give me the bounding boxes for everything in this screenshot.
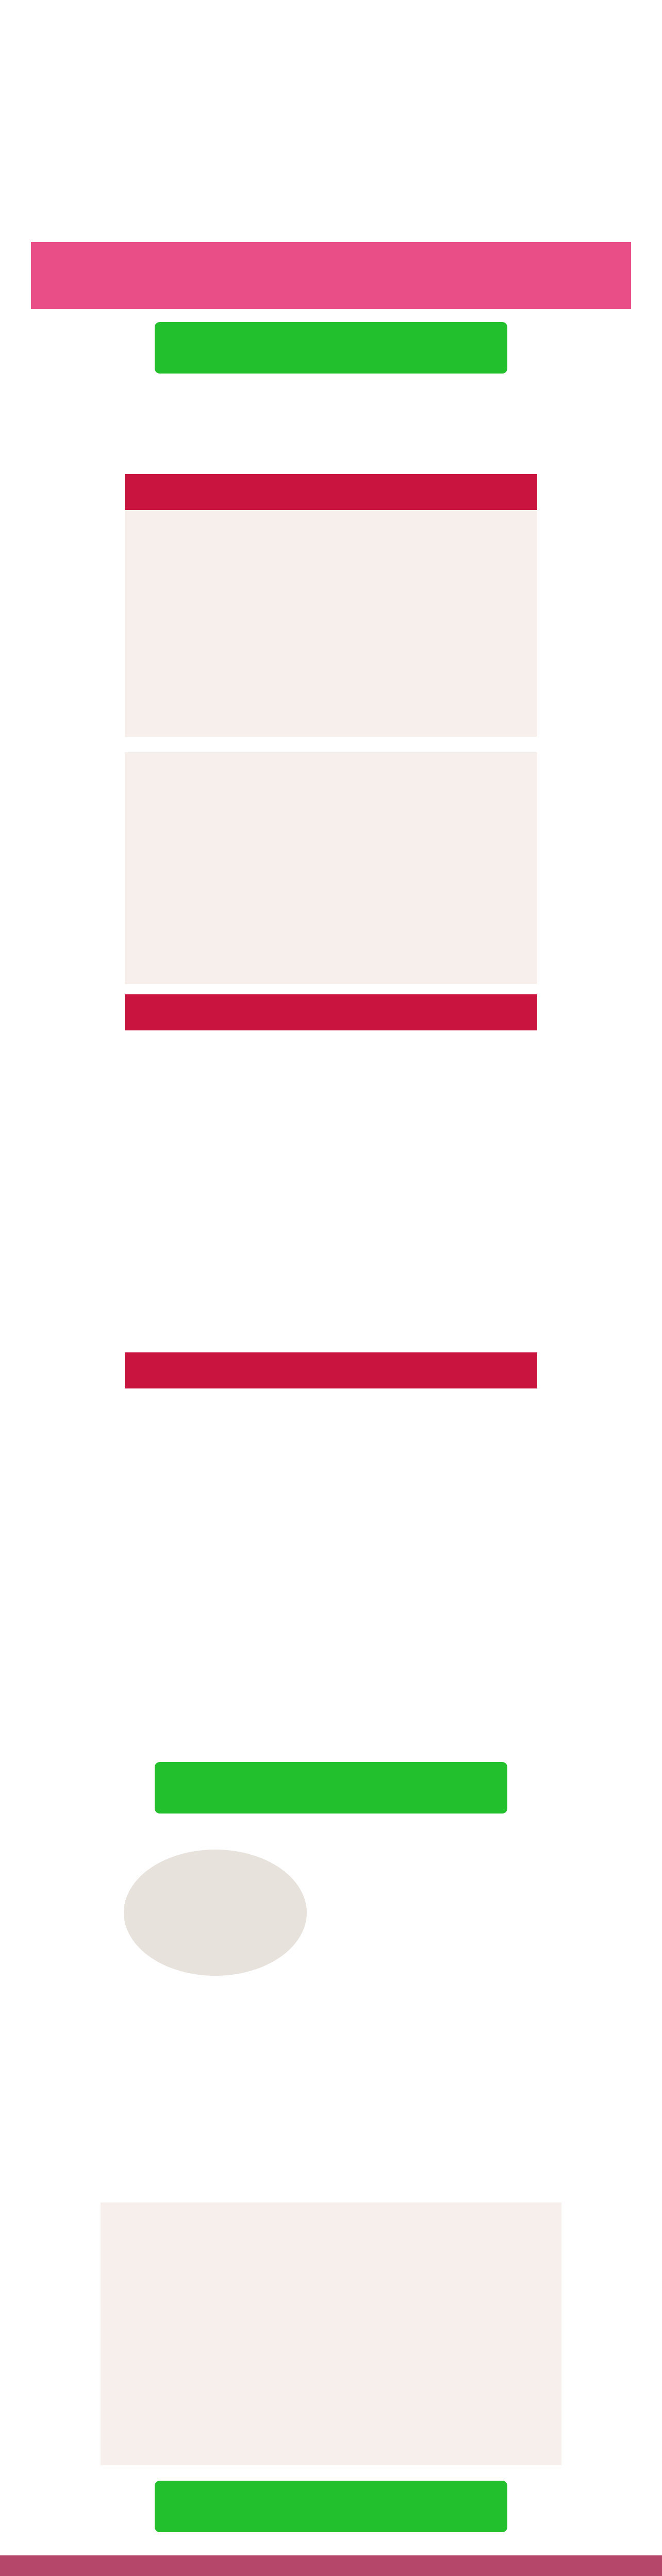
media-photos: [125, 510, 537, 737]
hero: [31, 0, 631, 309]
media-logos: [125, 752, 537, 984]
hero-band: [31, 242, 631, 309]
footer: [0, 2555, 662, 2576]
profile-photo: [124, 1850, 307, 1976]
cta-button[interactable]: [155, 1762, 507, 1814]
cta-button[interactable]: [155, 2481, 507, 2532]
section-banner: [125, 994, 537, 1030]
section-banner: [125, 1352, 537, 1388]
cta-button[interactable]: [155, 322, 507, 374]
media-logos: [101, 2202, 561, 2465]
section-banner: [125, 474, 537, 510]
